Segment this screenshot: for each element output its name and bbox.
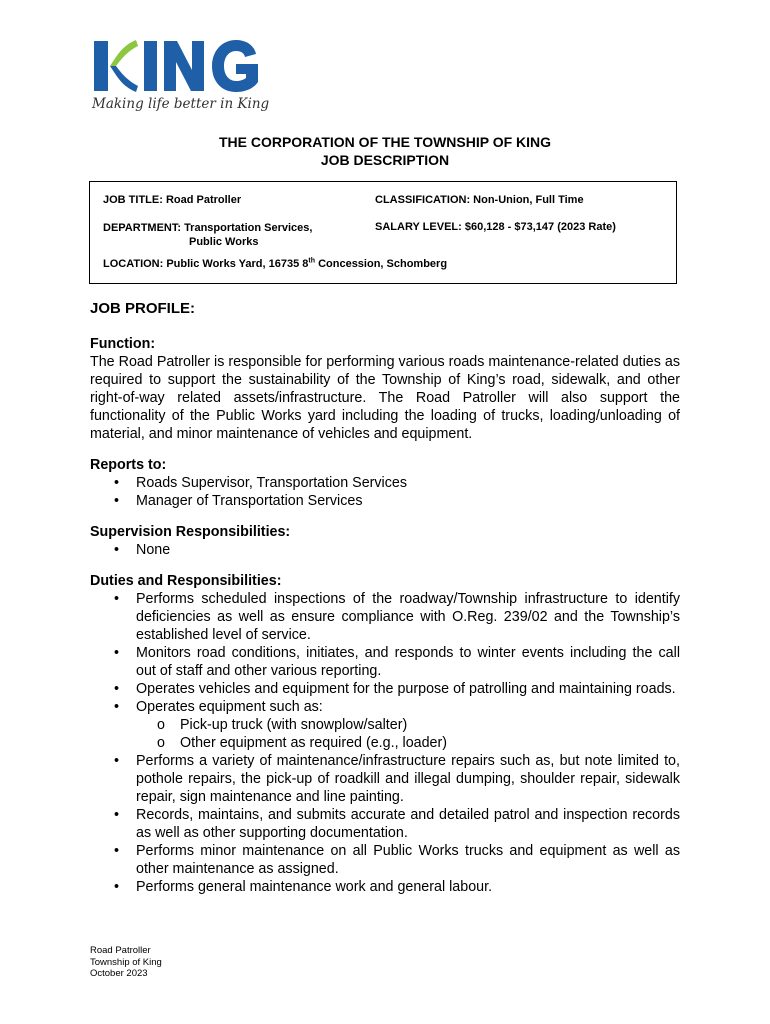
bullet: • [114, 645, 120, 661]
list-item: • Manager of Transportation Services [114, 493, 363, 509]
list-item: • Operates vehicles and equipment for the purpose of patrolling and maintaining roads. [114, 681, 676, 697]
duties-list [90, 590, 680, 896]
list-item: • Performs minor maintenance on all Public Works trucks and equipment as well as other maintenance as assigned. [114, 843, 680, 877]
location-sup: th [308, 257, 316, 265]
supervision-section [90, 523, 680, 559]
bullet: • [114, 493, 120, 509]
footer-line-2: Township of King [90, 956, 162, 968]
job-info-box [89, 181, 677, 284]
location-pre: LOCATION: Public Works Yard, 16735 8 [103, 258, 309, 270]
page-footer [90, 945, 162, 980]
list-item: • None [114, 542, 171, 558]
bullet: • [114, 542, 120, 558]
bullet: • [114, 753, 120, 769]
sub-bullet: o [157, 735, 165, 751]
list-item: • Roads Supervisor, Transportation Services [114, 475, 407, 491]
list-item: • Performs a variety of maintenance/infrastructure repairs such as, but note limited to, pothole repairs, the pick-up of roadkill and illegal dumping, shoulder repair, sidewalk repair, sign maintenance and line painting. [114, 753, 680, 805]
bullet: • [114, 807, 120, 823]
bullet: • [114, 699, 120, 715]
duties-heading: Duties and Responsibilities: [90, 573, 282, 589]
job-profile-content [90, 300, 680, 896]
list-item: • Performs general maintenance work and general labour. [114, 879, 493, 895]
supervision-heading: Supervision Responsibilities: [90, 524, 291, 540]
sub-list-item: o Pick-up truck (with snowplow/salter) [157, 717, 408, 733]
title-line-2: JOB DESCRIPTION [320, 152, 450, 168]
duties-section [90, 572, 680, 896]
supervision-list [90, 541, 680, 559]
king-logo-wordmark [88, 36, 268, 96]
sub-list-item: o Other equipment as required (e.g., loader) [157, 735, 448, 751]
department-line-1: DEPARTMENT: Transportation Services, [103, 222, 313, 234]
list-item: • Monitors road conditions, initiates, and responds to winter events including the call out of staff and other various reporting. [114, 645, 680, 679]
document-title [0, 133, 770, 169]
location [103, 258, 447, 270]
department [103, 221, 312, 249]
classification: CLASSIFICATION: Non-Union, Full Time [375, 194, 584, 206]
function-section [90, 335, 680, 443]
sub-bullet: o [157, 717, 165, 733]
function-text: The Road Patroller is responsible for performing various roads maintenance-related duties as required to support the sustainability of the Township of King’s road, sidewalk, and other right-of-way related assets/infrastructure. The Road Patroller will also support the functionality of the Public Works yard including the loading of trucks, loading/unloading of material, and minor maintenance of vehicles and equipment. [90, 354, 680, 442]
department-line-2: Public Works [189, 236, 259, 248]
reports-to-heading: Reports to: [90, 457, 167, 473]
reports-to-section [90, 456, 680, 510]
bullet: • [114, 681, 120, 697]
bullet: • [114, 843, 120, 859]
job-profile-heading: JOB PROFILE: [90, 300, 196, 317]
list-item: • Operates equipment such as: [114, 699, 323, 715]
salary-level: SALARY LEVEL: $60,128 - $73,147 (2023 Rate) [375, 221, 616, 233]
list-item: • Performs scheduled inspections of the roadway/Township infrastructure to identify deficiencies as well as ensure compliance with O.Reg. 239/02 and the Township’s established level of service. [114, 591, 680, 643]
bullet: • [114, 591, 120, 607]
bullet: • [114, 475, 120, 491]
footer-line-1: Road Patroller [90, 945, 151, 956]
location-post: Concession, Schomberg [315, 258, 448, 270]
title-line-1: THE CORPORATION OF THE TOWNSHIP OF KING [218, 134, 552, 150]
bullet: • [114, 879, 120, 895]
reports-to-list [90, 474, 680, 510]
job-title: JOB TITLE: Road Patroller [103, 194, 242, 206]
logo-tagline: Making life better in King [92, 96, 270, 112]
list-item: • Records, maintains, and submits accurate and detailed patrol and inspection records as well as other supporting documentation. [114, 807, 680, 841]
footer-line-3: October 2023 [90, 968, 148, 979]
function-heading: Function: [90, 336, 156, 352]
